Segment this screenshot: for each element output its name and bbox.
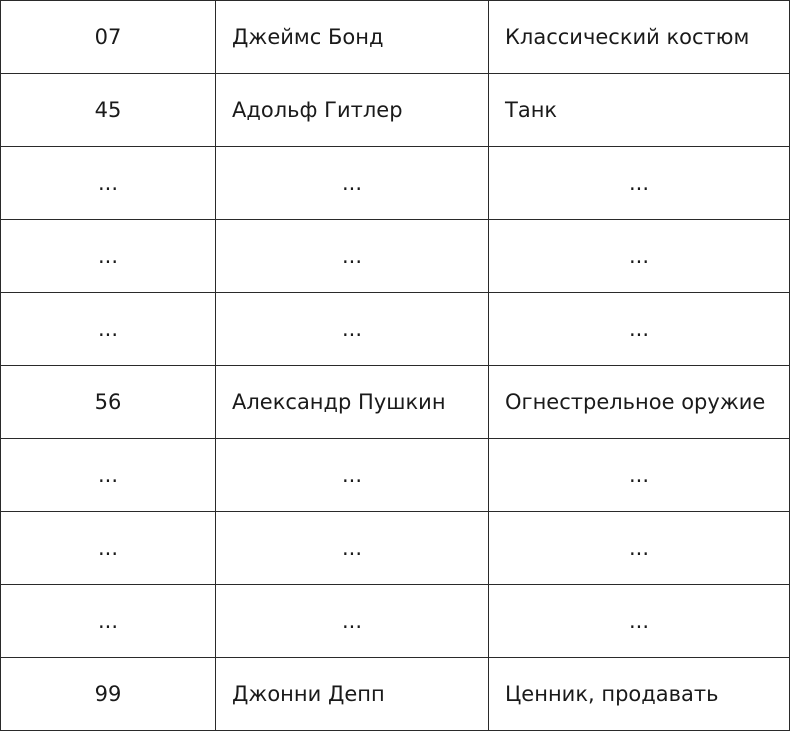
cell-number: 07 (1, 1, 216, 74)
cell-item: Огнестрельное оружие (489, 366, 790, 439)
cell-item: ... (489, 439, 790, 512)
cell-item: ... (489, 293, 790, 366)
cell-item: ... (489, 585, 790, 658)
cell-item: Ценник, продавать (489, 658, 790, 731)
cell-name: ... (216, 220, 489, 293)
table-row (1, 147, 790, 220)
table-row (1, 74, 790, 147)
cell-item: ... (489, 512, 790, 585)
table-row (1, 512, 790, 585)
cell-name: ... (216, 439, 489, 512)
table-row (1, 585, 790, 658)
table-row (1, 658, 790, 731)
cell-name: Александр Пушкин (216, 366, 489, 439)
cell-number: ... (1, 439, 216, 512)
cell-item: ... (489, 147, 790, 220)
cell-name: Джеймс Бонд (216, 1, 489, 74)
cell-number: 56 (1, 366, 216, 439)
cell-number: ... (1, 147, 216, 220)
table-row (1, 220, 790, 293)
cell-name: ... (216, 147, 489, 220)
cell-number: ... (1, 220, 216, 293)
cell-number: ... (1, 512, 216, 585)
table-row (1, 366, 790, 439)
table-row (1, 439, 790, 512)
cell-name: Адольф Гитлер (216, 74, 489, 147)
cell-number: ... (1, 585, 216, 658)
table-row (1, 1, 790, 74)
cell-number: 99 (1, 658, 216, 731)
cell-number: 45 (1, 74, 216, 147)
table-row (1, 293, 790, 366)
cell-item: ... (489, 220, 790, 293)
cell-name: ... (216, 585, 489, 658)
cell-item: Танк (489, 74, 790, 147)
cell-name: ... (216, 293, 489, 366)
cell-name: Джонни Депп (216, 658, 489, 731)
cell-item: Классический костюм (489, 1, 790, 74)
cell-number: ... (1, 293, 216, 366)
table-body (1, 1, 790, 731)
cell-name: ... (216, 512, 489, 585)
